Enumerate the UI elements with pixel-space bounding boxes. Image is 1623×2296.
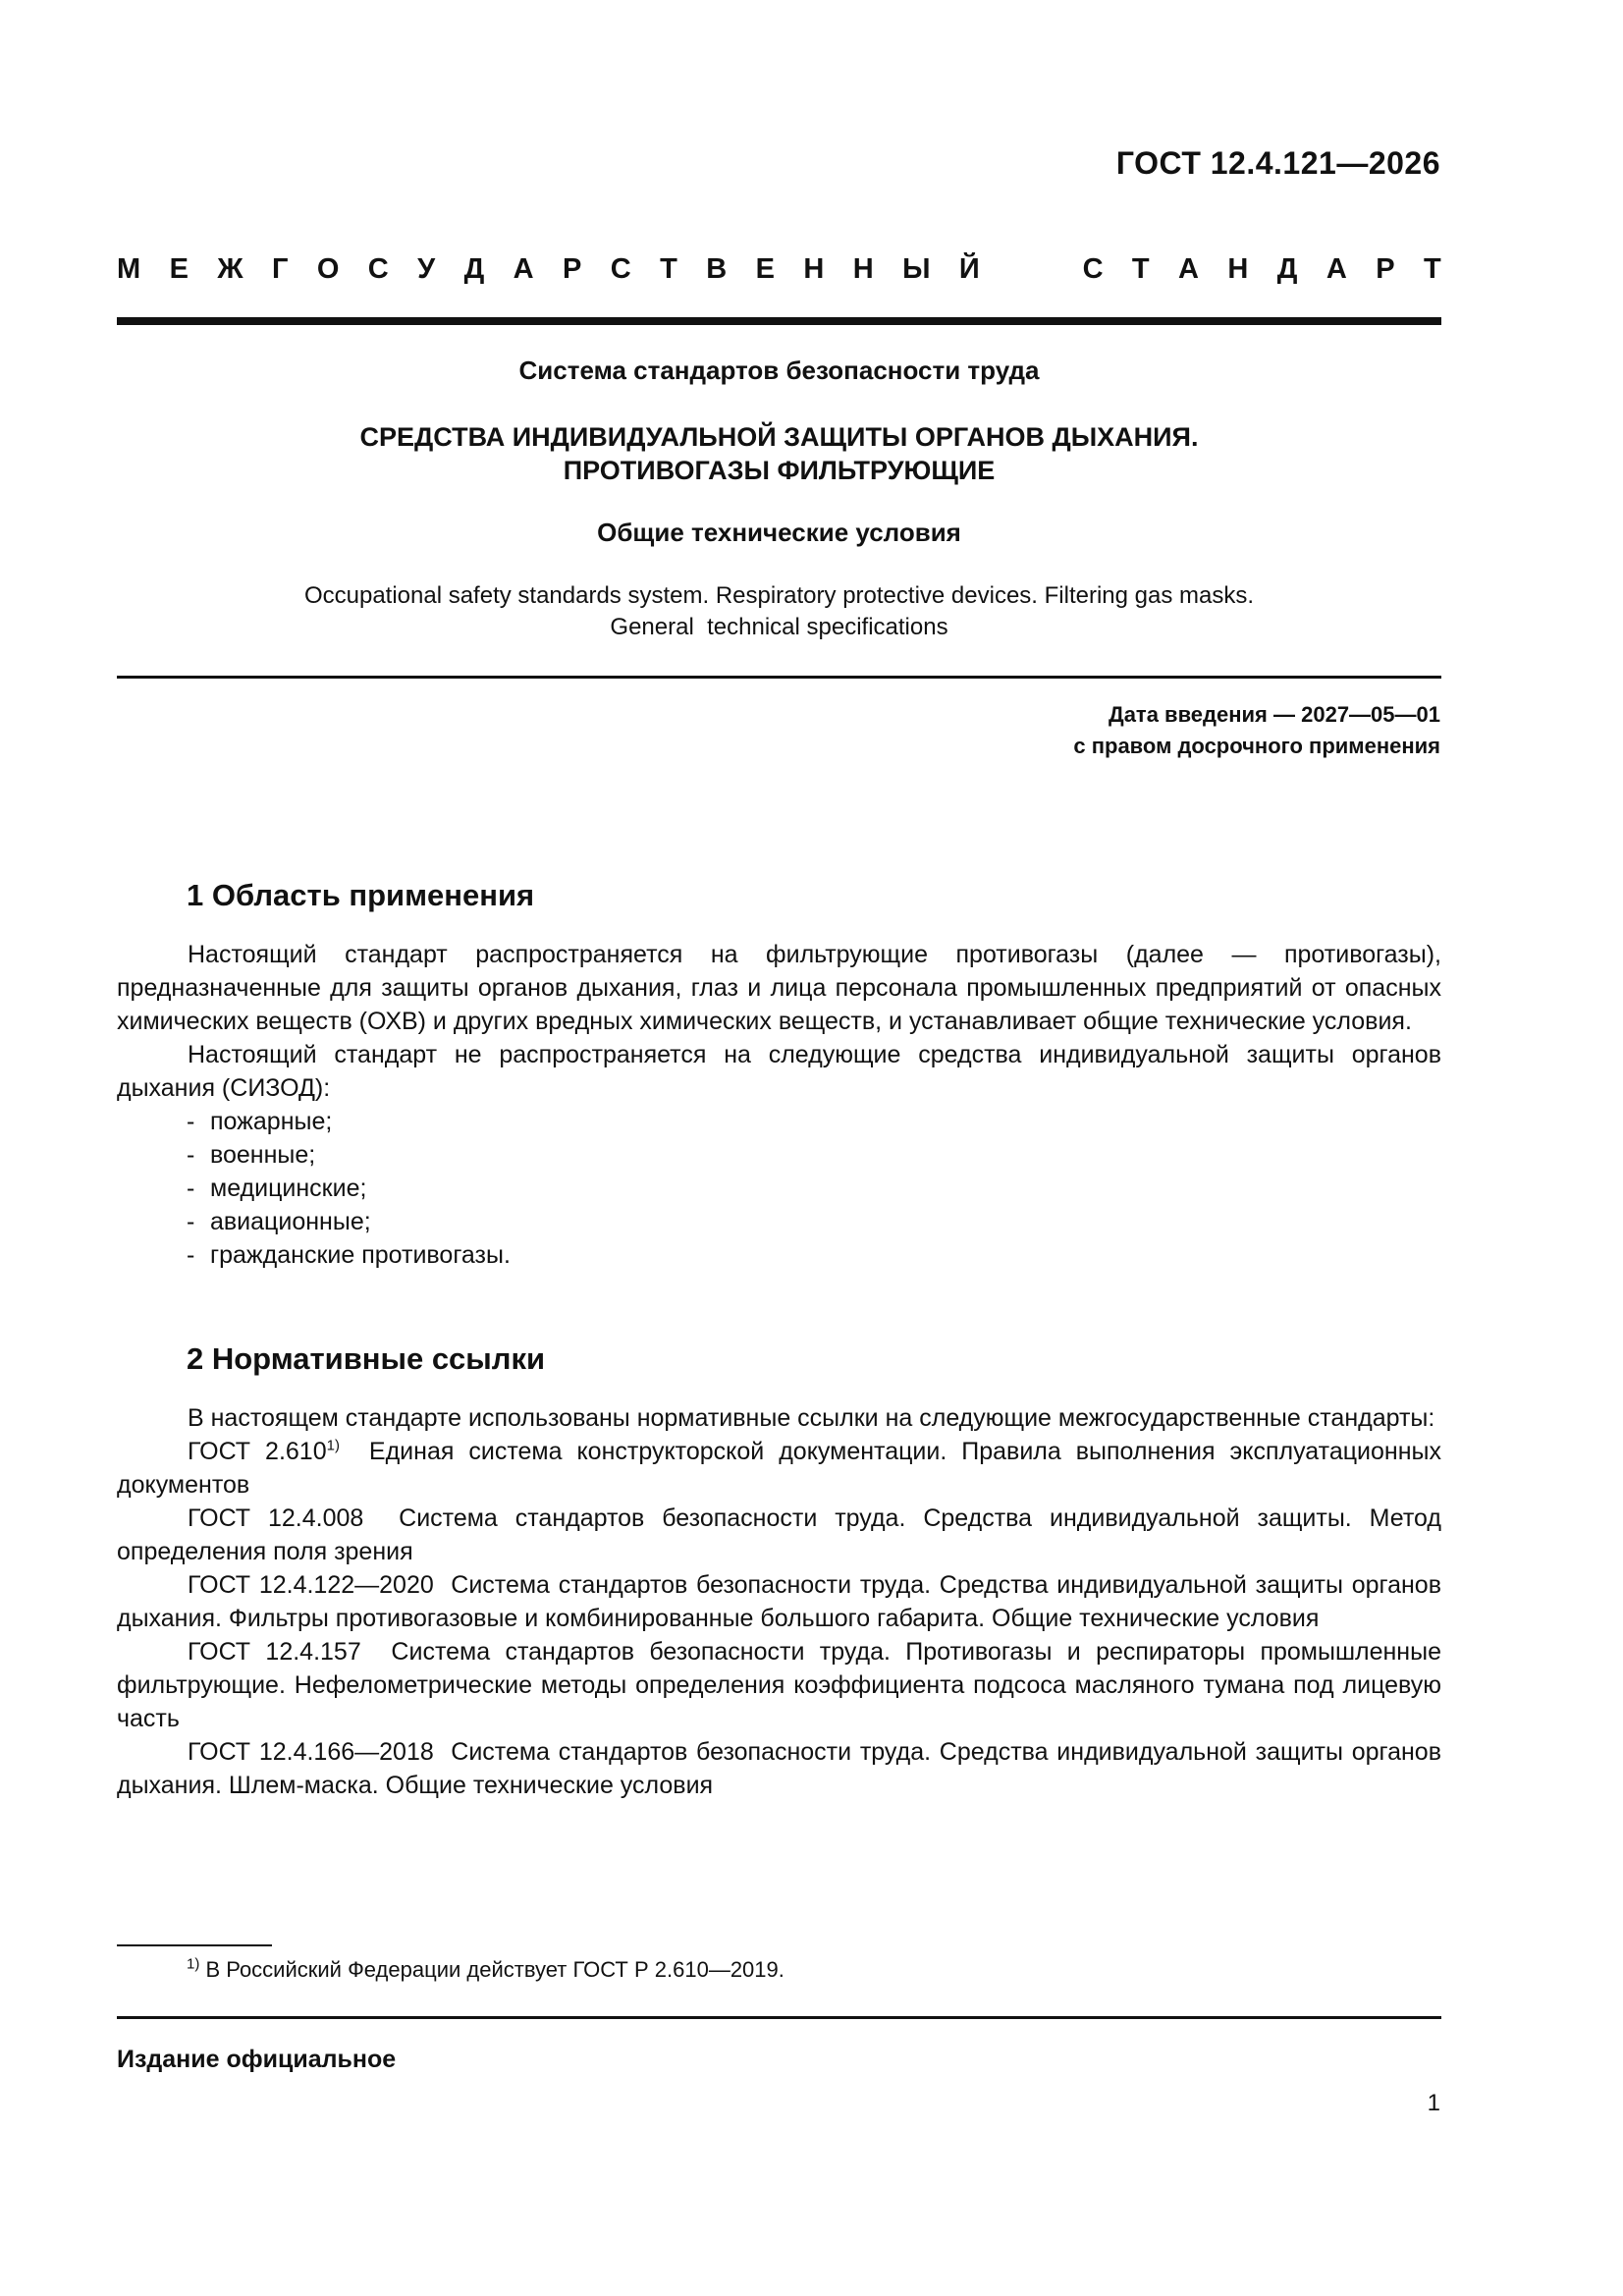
section-2-intro: В настоящем стандарте использованы нормативные ссылки на следующие межгосударственные стандарты: — [188, 1404, 1435, 1432]
list-item: - военные; — [187, 1141, 316, 1169]
heading-letter: Н — [803, 253, 825, 285]
heading-letter: О — [316, 253, 340, 285]
heading-letter: М — [117, 253, 141, 285]
footnote-mark: 1) — [326, 1437, 340, 1454]
heading-letter: А — [1325, 253, 1347, 285]
normative-reference: ГОСТ 12.4.166—2018 Система стандартов безопасности труда. Средства индивидуальной защиты органов дыхания. Шлем-маска. Общие технические условия — [117, 1738, 1441, 1799]
interstate-standard-heading — [117, 253, 1441, 286]
introduction-date — [1073, 699, 1440, 762]
title-bottom-rule — [117, 676, 1441, 679]
heading-letter: Ж — [217, 253, 243, 285]
section-1-paragraph-1: Настоящий стандарт распространяется на фильтрующие противогазы (далее — противогазы), предназначенные для защиты органов дыхания, глаз и лица персонала промышленных предприятий от опасных химических веществ (ОХВ) и других вредных химических веществ, и устанавливает общие технические условия. — [117, 941, 1441, 1035]
introduction-date-line: Дата введения — 2027—05—01 — [1109, 702, 1440, 727]
english-title — [117, 580, 1441, 643]
heading-letter: С — [610, 253, 631, 285]
heading-letter: У — [417, 253, 436, 285]
section-1-heading: 1 Область применения — [187, 878, 535, 912]
section-2-body — [117, 1401, 1441, 1802]
document-title — [117, 420, 1441, 487]
footnote — [187, 1957, 784, 1983]
heading-letter: Т — [1131, 253, 1150, 285]
early-application-line: с правом досрочного применения — [1073, 734, 1440, 758]
section-1-body — [117, 938, 1441, 1272]
list-item: - гражданские противогазы. — [187, 1241, 511, 1269]
normative-reference: ГОСТ 12.4.122—2020 Система стандартов безопасности труда. Средства индивидуальной защиты органов дыхания. Фильтры противогазовые и комбинированные большого габарита. Общие технические условия — [117, 1571, 1441, 1632]
header-thick-rule — [117, 317, 1441, 325]
heading-letter: Д — [1276, 253, 1298, 285]
word-gap — [1008, 253, 1054, 286]
heading-letter: Д — [463, 253, 485, 285]
heading-letter: Р — [1376, 253, 1395, 285]
heading-letter: Г — [271, 253, 289, 285]
footnote-mark: 1) — [187, 1955, 200, 1973]
document-number: ГОСТ 12.4.121—2026 — [1115, 145, 1440, 181]
heading-letter: Ы — [902, 253, 931, 285]
footer-rule — [117, 2016, 1441, 2019]
english-title-line-1: Occupational safety standards system. Respiratory protective devices. Filtering gas masks. — [303, 582, 1255, 609]
exclusion-list — [117, 1105, 1441, 1272]
section-2-heading: 2 Нормативные ссылки — [187, 1341, 546, 1376]
heading-letter: Н — [1227, 253, 1249, 285]
heading-letter: Н — [852, 253, 874, 285]
document-subtitle: Общие технические условия — [597, 518, 961, 547]
page-number: 1 — [1427, 2090, 1440, 2116]
heading-letter: С — [367, 253, 389, 285]
heading-letter: Е — [169, 253, 189, 285]
heading-letter: Й — [958, 253, 980, 285]
footnote-separator — [117, 1944, 272, 1946]
heading-letter: В — [706, 253, 728, 285]
heading-letter: С — [1082, 253, 1104, 285]
heading-letter: Т — [660, 253, 677, 285]
normative-reference: ГОСТ 2.610$^{1)}$ Единая система конструкторской документации. Правила выполнения эксплуатационных документов — [117, 1437, 1441, 1499]
heading-letter: Т — [1423, 253, 1441, 285]
heading-letter: А — [513, 253, 534, 285]
footnote-text: В Российский Федерации действует ГОСТ Р 2.610—2019. — [199, 1957, 784, 1982]
title-line-2: ПРОТИВОГАЗЫ ФИЛЬТРУЮЩИЕ — [563, 456, 996, 485]
title-line-1: СРЕДСТВА ИНДИВИДУАЛЬНОЙ ЗАЩИТЫ ОРГАНОВ ДЫХАНИЯ. — [359, 422, 1199, 452]
section-1-paragraph-2: Настоящий стандарт не распространяется на следующие средства индивидуальной защиты органов дыхания (СИЗОД): — [117, 1041, 1441, 1102]
heading-letter: Е — [755, 253, 775, 285]
official-edition-label: Издание официальное — [117, 2046, 397, 2073]
normative-reference: ГОСТ 12.4.008 Система стандартов безопасности труда. Средства индивидуальной защиты. Метод определения поля зрения — [117, 1504, 1441, 1565]
list-item: - авиационные; — [187, 1208, 371, 1235]
standards-series: Система стандартов безопасности труда — [518, 355, 1040, 385]
normative-reference: ГОСТ 12.4.157 Система стандартов безопасности труда. Противогазы и респираторы промышленные фильтрующие. Нефелометрические методы определения коэффициента подсоса масляного тумана под лицевую часть — [117, 1638, 1441, 1732]
heading-letter: Р — [563, 253, 582, 285]
list-item: - пожарные; — [187, 1108, 333, 1135]
english-title-line-2: General technical specifications — [610, 614, 948, 640]
list-item: - медицинские; — [187, 1175, 367, 1202]
heading-letter: А — [1178, 253, 1199, 285]
